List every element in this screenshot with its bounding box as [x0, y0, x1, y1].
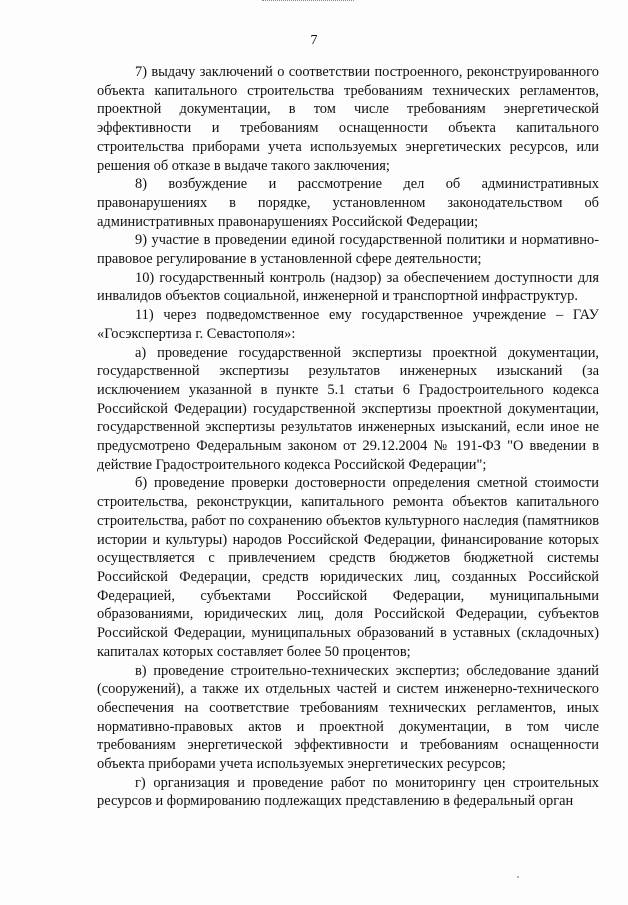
document-body: [97, 63, 599, 811]
subparagraph-g: г) организация и проведение работ по мониторингу цен строительных ресурсов и формированию подлежащих представлению в федеральный орган: [97, 774, 599, 810]
scan-edge-mark: [262, 0, 354, 4]
paragraph-item-9: 9) участие в проведении единой государственной политики и нормативно-правовое регулирование в установленной сфере деятельности;: [97, 232, 599, 268]
subparagraph-v: в) проведение строительно-технических экспертиз; обследование зданий (сооружений), а также их отдельных частей и систем инженерно-технического обеспечения на соответствие требованиям технических регламентов, иных нормативно-правовых актов и проектной документации, в том числе требованиям энергетической эффективности и требованиям оснащенности объекта приборами учета используемых энергетических ресурсов;: [97, 662, 599, 773]
scan-speck: [517, 876, 519, 878]
paragraph-item-7: 7) выдачу заключений о соответствии построенного, реконструированного объекта капитального строительства требованиям технических регламентов, проектной документации, в том числе требованиям энергетической эффективности и требованиям оснащенности объекта капитального строительства приборами учета используемых энергетических ресурсов, или решения об отказе в выдаче такого заключения;: [97, 64, 599, 174]
subparagraph-a: а) проведение государственной экспертизы проектной документации, государственной экспертизы результатов инженерных изысканий (за исключением указанной в пункте 5.1 статьи 6 Градостроительного кодекса Российской Федерации) государственной экспертизы проектной документации, государственной экспертизы результатов инженерных изысканий, если иное не предусмотрено Федеральным законом от 29.12.2004 № 191-ФЗ "О введении в действие Градостроительного кодекса Российской Федерации";: [97, 344, 599, 473]
paragraph-item-8: 8) возбуждение и рассмотрение дел об административных правонарушениях в порядке, установленном законодательством об административных правонарушениях Российской Федерации;: [97, 176, 599, 230]
paragraph-item-10: 10) государственный контроль (надзор) за обеспечением доступности для инвалидов объектов социальной, инженерной и транспортной инфраструктур.: [97, 269, 599, 305]
subparagraph-b: б) проведение проверки достоверности определения сметной стоимости строительства, реконструкции, капитального ремонта объектов капитального строительства, работ по сохранению объектов культурного наследия (памятников истории и культуры) народов Российской Федерации, финансирование которых осуществляется с привлечением средств бюджетов бюджетной системы Российской Федерации, средств юридических лиц, созданных Российской Федерацией, субъектами Российской Федерации, муниципальными образованиями, юридических лиц, доля Российской Федерации, субъектов Российской Федерации, муниципальных образований в уставных (складочных) капиталах которых составляет более 50 процентов;: [97, 475, 599, 660]
paragraph-item-11: 11) через подведомственное ему государственное учреждение – ГАУ «Госэкспертиза г. Севастополя»:: [97, 307, 599, 342]
page-number: 7: [310, 33, 318, 48]
